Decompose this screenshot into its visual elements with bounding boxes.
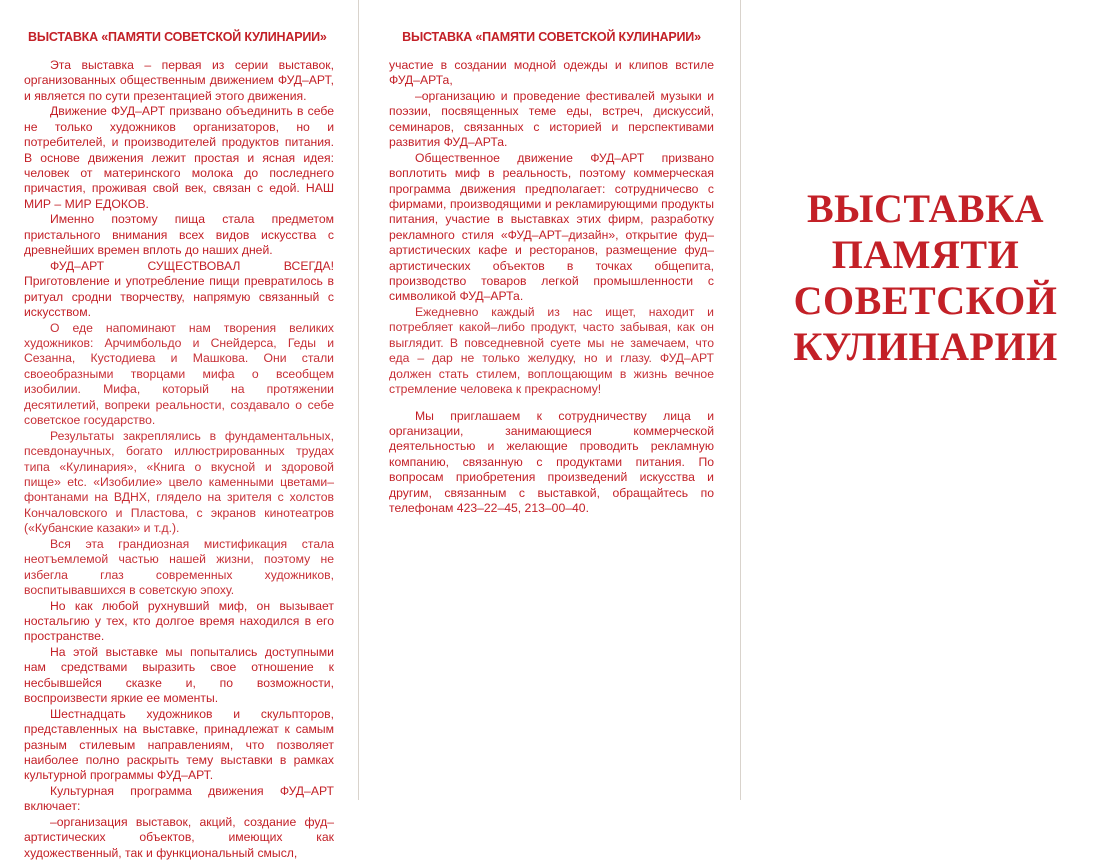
- paragraph: На этой выставке мы попытались доступными нам средствами выразить свое отношение к несбывшейся сказке и, по возможности, воспроизвести яркие ее моменты.: [24, 644, 334, 706]
- paragraph: Эта выставка – первая из серии выставок, организованных общественным движением ФУД–АРТ, и является по сути презентацией этого движения.: [24, 58, 334, 103]
- paragraph: О еде напоминают нам творения великих художников: Арчимбольдо и Снейдерса, Геды и Сезанна, Кустодиева и Машкова. Они стали своеобразными творцами мифа о всеобщем изобилии. Мифа, который на протяжении десятилетий, вопреки реальности, создавало о себе советское государство.: [24, 320, 334, 428]
- middle-column: [359, 0, 740, 800]
- cover-title-line: ВЫСТАВКА: [807, 186, 1044, 231]
- paragraph: –организация выставок, акций, создание фуд–артистических объектов, имеющих как художественный, так и функциональный смысл,: [24, 814, 334, 860]
- cover-title-line: СОВЕТСКОЙ: [793, 278, 1058, 323]
- paragraph: Ежедневно каждый из нас ищет, находит и потребляет какой–либо продукт, часто забывая, как он выглядит. В повседневной суете мы не замечаем, что еда – дар не только желудку, но и глазу. ФУД–АРТ должен стать стилем, воплощающим в жизнь вечное стремление человека к прекрасному!: [389, 305, 714, 397]
- left-column: [0, 0, 358, 860]
- paragraph: Но как любой рухнувший миф, он вызывает ностальгию у тех, кто долгое время находился в его пространстве.: [24, 598, 334, 644]
- paragraph: Мы приглашаем к сотрудничеству лица и организации, занимающиеся коммерческой деятельностью и желающие проводить рекламную компанию, связанную с продуктами питания. По вопросам приобретения произведений искусства и другим, связанным с выставкой, обращайтесь по телефонам 423–22–45, 213–00–40.: [389, 408, 714, 515]
- paragraph: участие в создании модной одежды и клипов встиле ФУД–АРТа,: [389, 58, 714, 88]
- middle-column-header: ВЫСТАВКА «ПАМЯТИ СОВЕТСКОЙ КУЛИНАРИИ»: [402, 30, 701, 44]
- paragraph: –организацию и проведение фестивалей музыки и поэзии, посвященных теме еды, встреч, дискуссий, семинаров, связанных с историей и перспективами развития ФУД–АРТа.: [389, 89, 714, 150]
- paragraph: Общественное движение ФУД–АРТ призвано воплотить миф в реальность, поэтому коммерческая программа движения предполагает: сотрудничесво с фирмами, производящими и рекламирующими продукты питания, участие в выставках этих фирм, разработку рекламного стиля «ФУД–АРТ–дизайн», открытие фуд–артистических кафе и ресторанов, размещение фуд–артистических объектов в точках общепита, производство товаров легкой промышленности с символикой ФУД–АРТа.: [389, 150, 714, 304]
- paragraph: Результаты закреплялись в фундаментальных, псевдонаучных, богато иллюстрированных трудах типа «Кулинария», «Книга о вкусной и здоровой пище» etc. «Изобилие» цвело каменными цветами–фонтанами на ВДНХ, глядело на зрителя с холстов Кончаловского и Пластова, с экранов кинотеатров («Кубанские казаки» и т.д.).: [24, 428, 334, 536]
- paragraph: Именно поэтому пища стала предметом пристального внимания всех видов искусства с древнейших времен вплоть до наших дней.: [24, 212, 334, 258]
- paragraph: Вся эта грандиозная мистификация стала неотъемлемой частью нашей жизни, поэтому не избегла глаз современных художников, воспитывавшихся в советскую эпоху.: [24, 536, 334, 597]
- paragraph: ФУД–АРТ СУЩЕСТВОВАЛ ВСЕГДА! Приготовление и употребление пищи превратилось в ритуал сродни творчеству, напрямую связанный с искусством.: [24, 258, 334, 320]
- cover-title-line: ПАМЯТИ: [831, 232, 1020, 277]
- paragraph: Шестнадцать художников и скульпторов, представленных на выставке, принадлежат к самым разным стилевым направлениям, что позволяет наиболее полно раскрыть тему выставки в рамках культурной программы ФУД–АРТ.: [24, 706, 334, 783]
- left-column-header: ВЫСТАВКА «ПАМЯТИ СОВЕТСКОЙ КУЛИНАРИИ»: [28, 30, 327, 44]
- paragraph: Движение ФУД–АРТ призвано объединить в себе не только художников организаторов, но и потребителей, и производителей продуктов питания. В основе движения лежит простая и ясная идея: человек от материнского молока до последнего причастия, проживая свой век, связан с едой. НАШ МИР – МИР ЕДОКОВ.: [24, 104, 334, 211]
- cover-panel: [741, 0, 1110, 800]
- cover-title: [741, 186, 1110, 370]
- paragraph: Культурная программа движения ФУД–АРТ включает:: [24, 783, 334, 814]
- cover-title-line: КУЛИНАРИИ: [793, 324, 1058, 369]
